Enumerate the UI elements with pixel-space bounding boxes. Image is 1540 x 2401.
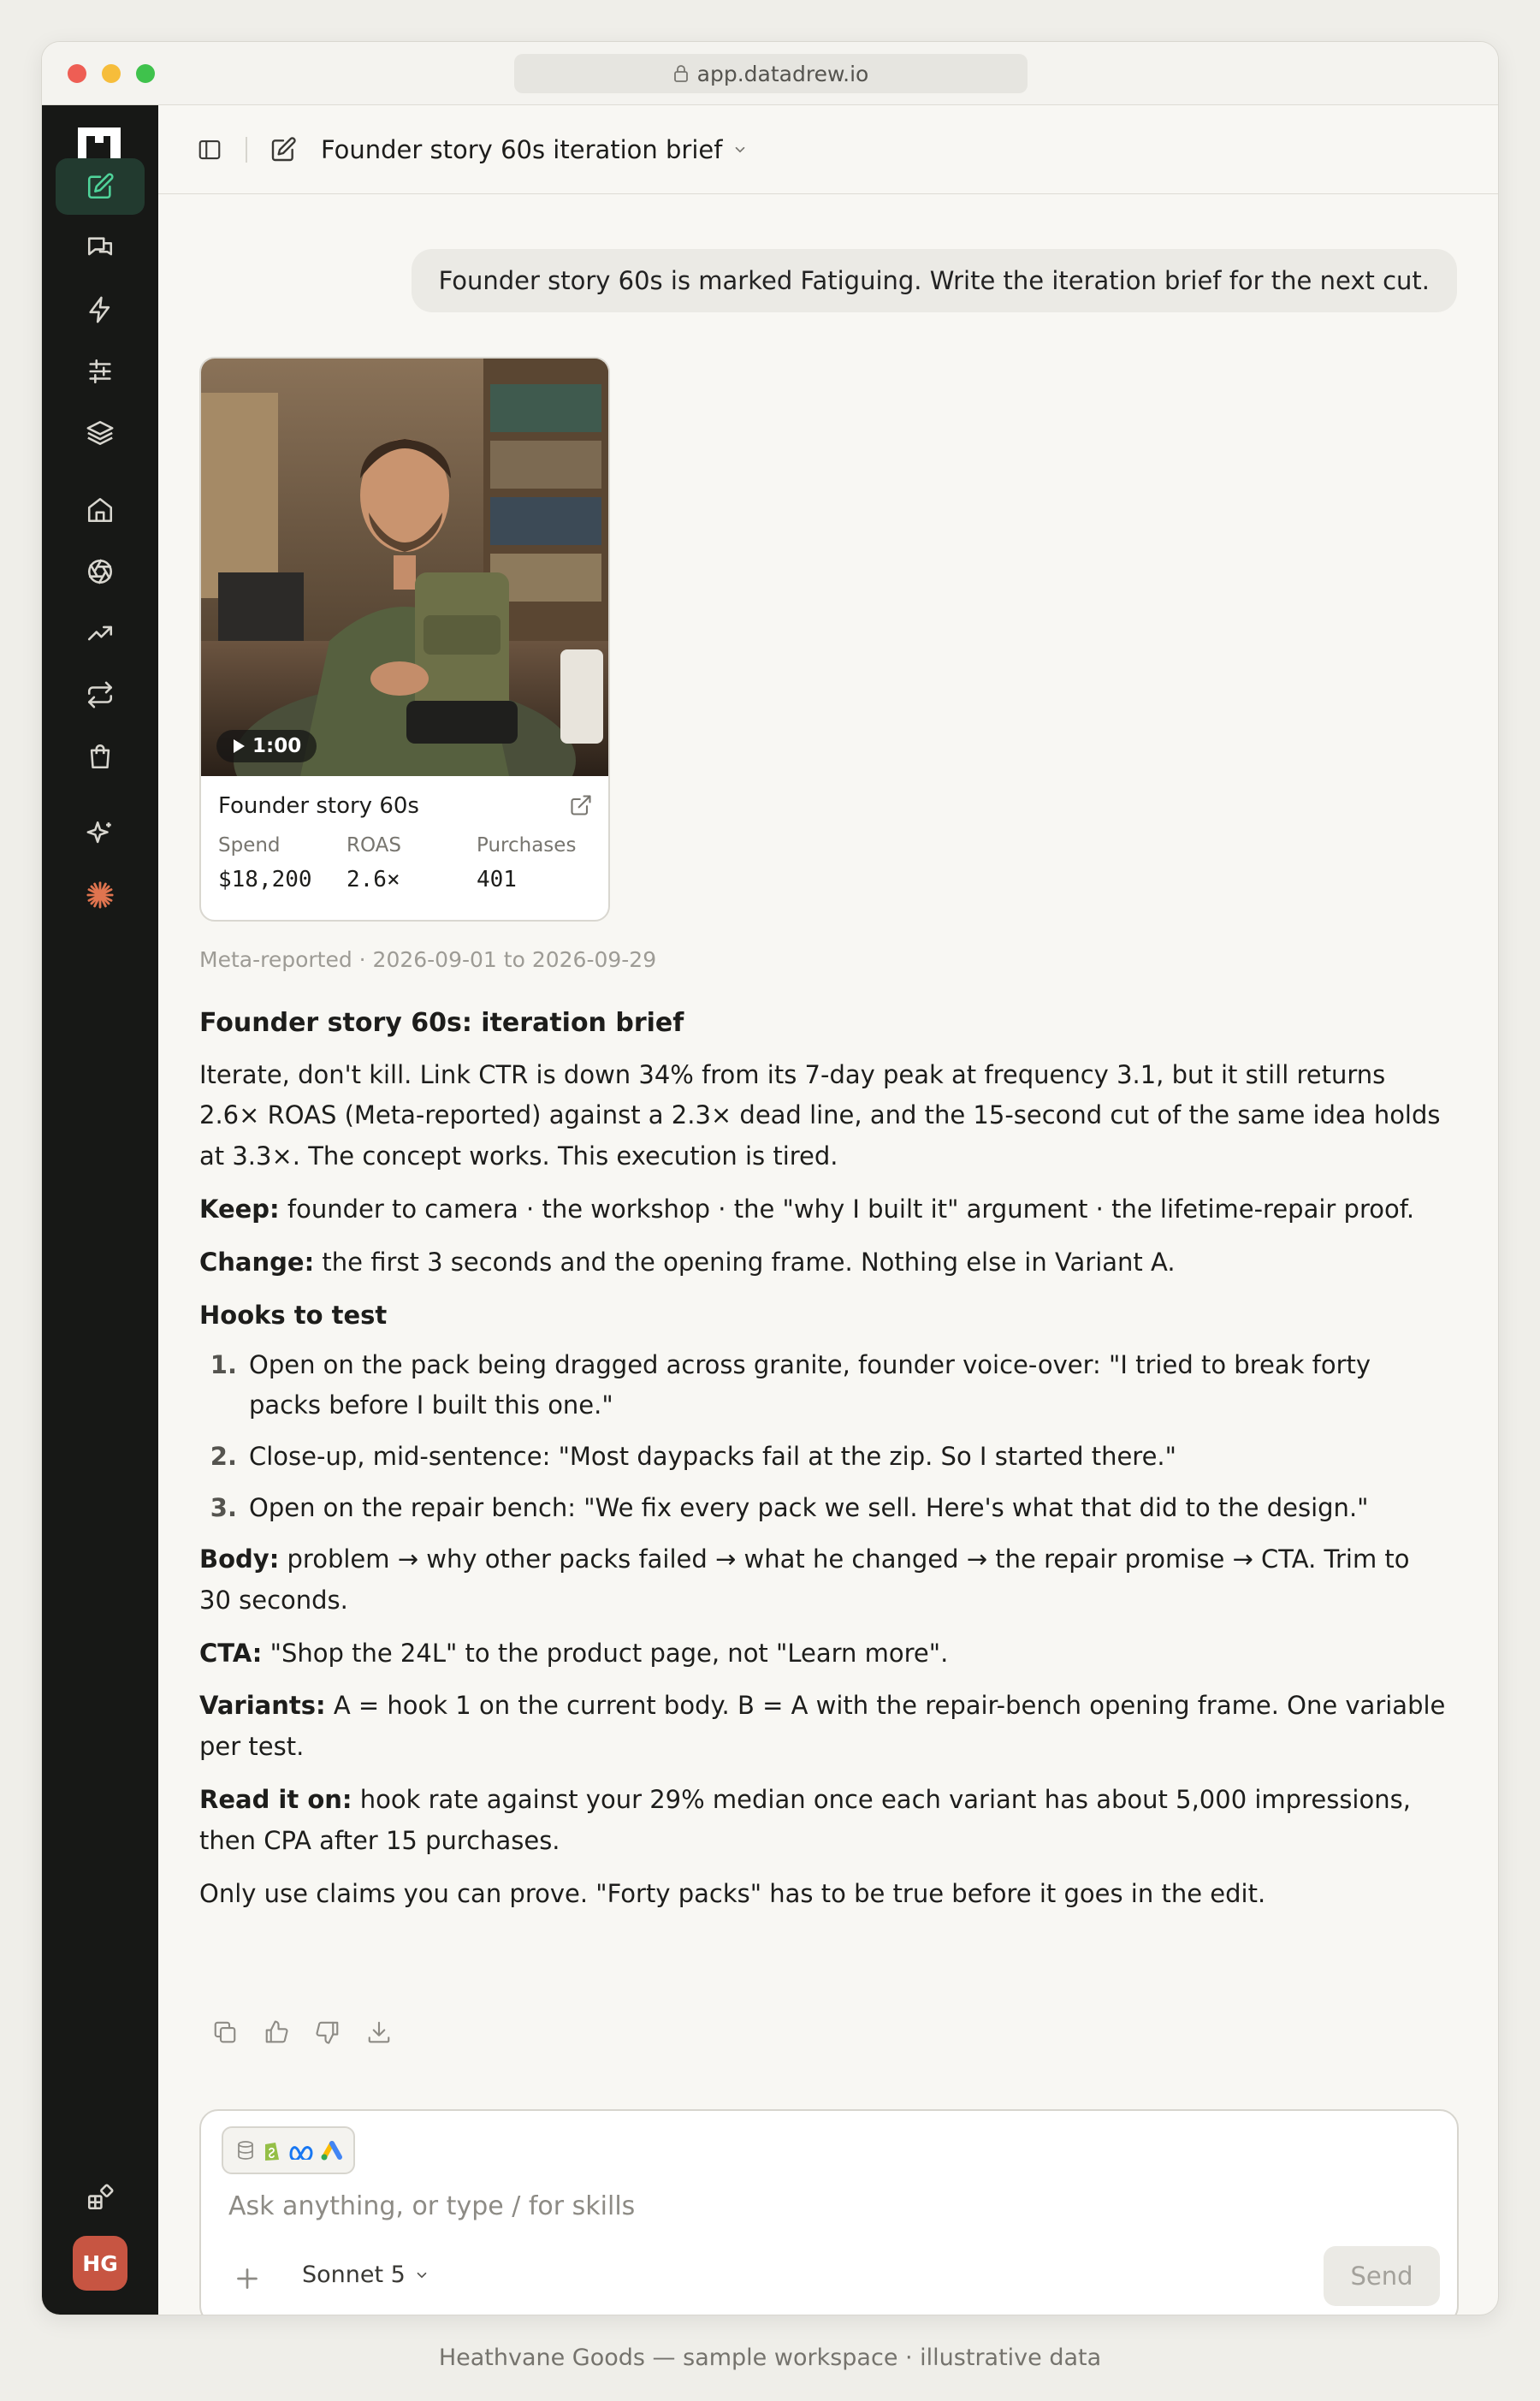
aperture-icon — [86, 557, 115, 586]
body-text: problem → why other packs failed → what he changed → the repair promise → CTA. Trim to 30 seconds. — [199, 1544, 1410, 1615]
shopify-icon — [263, 2139, 281, 2161]
chat-icon — [86, 234, 115, 263]
google-ads-icon — [321, 2140, 345, 2161]
send-button[interactable]: Send — [1324, 2246, 1440, 2306]
assistant-answer — [199, 1002, 1448, 1927]
video-thumbnail[interactable] — [201, 359, 608, 776]
bolt-icon — [86, 295, 115, 324]
download-button[interactable] — [362, 2015, 396, 2049]
sidebar-item-aperture[interactable] — [56, 543, 145, 600]
list-text: Open on the repair bench: "We fix every pack we sell. Here's what that did to the design." — [249, 1493, 1369, 1523]
answer-intro: Iterate, don't kill. Link CTR is down 34% from its 7-day peak at frequency 3.1, but it still returns 2.6× ROAS (Meta-reported) against a 2.3× dead line, and the 15-second cut of the same idea holds at 3.3×. The concept works. This execution is tired. — [199, 1059, 1441, 1171]
trend-up-icon — [86, 619, 115, 648]
sidebar-item-controls[interactable] — [56, 343, 145, 400]
home-icon — [86, 495, 115, 525]
meta-icon — [288, 2141, 314, 2160]
list-text: Close-up, mid-sentence: "Most daypacks fail at the zip. So I started there." — [249, 1442, 1176, 1472]
thumbs-down-button[interactable] — [311, 2015, 345, 2049]
metric-spend — [218, 834, 312, 892]
founder-photo-image — [201, 359, 608, 776]
conversation-header — [158, 105, 1498, 194]
plus-icon[interactable] — [232, 2263, 263, 2294]
repeat-icon — [86, 680, 115, 709]
metric-purchases — [477, 834, 576, 892]
toggle-sidebar-button[interactable] — [192, 133, 227, 167]
play-icon — [232, 738, 246, 754]
sidebar-item-automations[interactable] — [56, 282, 145, 338]
conversation-title[interactable]: Founder story 60s iteration brief — [321, 134, 723, 164]
main-area — [158, 105, 1498, 2315]
conversation-content — [199, 194, 1457, 2315]
user-message: Founder story 60s is marked Fatiguing. Write the iteration brief for the next cut. — [412, 249, 1457, 312]
thumbs-down-icon — [315, 2019, 341, 2045]
list-item — [199, 1437, 1448, 1478]
variants-paragraph — [199, 1686, 1448, 1768]
url-text: app.datadrew.io — [696, 61, 869, 86]
change-paragraph — [199, 1242, 1448, 1283]
metric-value: 2.6× — [346, 867, 400, 892]
sidebar-item-shop[interactable] — [56, 728, 145, 785]
data-source-note: Meta-reported · 2026-09-01 to 2026-09-29 — [199, 947, 657, 972]
shopping-bag-icon — [86, 742, 115, 771]
chevron-down-icon[interactable] — [732, 142, 748, 157]
hooks-list — [199, 1345, 1448, 1529]
title-bar — [42, 42, 1498, 105]
address-bar[interactable] — [514, 54, 1028, 93]
list-number: 2. — [210, 1442, 237, 1472]
edit-icon — [270, 136, 297, 163]
body-paragraph — [199, 1539, 1448, 1621]
lock-icon — [673, 65, 689, 82]
sidebar-item-new-chat[interactable] — [56, 158, 145, 215]
variants-text: A = hook 1 on the current body. B = A with the repair-bench opening frame. One variable per test. — [199, 1691, 1446, 1762]
model-name: Sonnet 5 — [302, 2262, 406, 2288]
list-item — [199, 1488, 1448, 1529]
metric-label: Purchases — [477, 834, 577, 857]
maximize-window-button[interactable] — [136, 64, 155, 83]
new-chat-button[interactable] — [266, 133, 300, 167]
data-sources-chip[interactable] — [222, 2126, 355, 2174]
thumbs-up-button[interactable] — [259, 2015, 293, 2049]
copy-icon — [212, 2019, 238, 2045]
cta-paragraph — [199, 1633, 1448, 1675]
list-item — [199, 1345, 1448, 1427]
change-label: Change: — [199, 1247, 315, 1277]
list-text: Open on the pack being dragged across granite, founder voice-over: "I tried to break forty packs before I built this one." — [249, 1349, 1371, 1420]
message-composer[interactable] — [199, 2109, 1459, 2315]
download-icon — [366, 2019, 392, 2045]
metric-label: Spend — [218, 834, 281, 857]
read-paragraph — [199, 1780, 1448, 1862]
hooks-heading: Hooks to test — [199, 1300, 388, 1330]
change-text: the first 3 seconds and the opening frame. Nothing else in Variant A. — [314, 1247, 1176, 1277]
database-icon — [235, 2140, 256, 2161]
cta-label: CTA: — [199, 1638, 263, 1668]
sidebar-item-sync[interactable] — [56, 667, 145, 723]
sidebar-item-trends[interactable] — [56, 605, 145, 661]
keep-text: founder to camera · the workshop · the "why I built it" argument · the lifetime-repair proof. — [279, 1195, 1415, 1224]
video-duration: 1:00 — [252, 735, 302, 757]
list-number: 1. — [210, 1349, 237, 1379]
read-text: hook rate against your 29% median once each variant has about 5,000 impressions, then CPA after 15 purchases. — [199, 1785, 1411, 1855]
video-duration-badge — [216, 730, 317, 762]
metric-label: ROAS — [346, 834, 402, 857]
closing-paragraph: Only use claims you can prove. "Forty packs" has to be true before it goes in the edit. — [199, 1878, 1266, 1908]
close-window-button[interactable] — [68, 64, 86, 83]
layers-icon — [86, 418, 115, 448]
sidebar-item-layers[interactable] — [56, 405, 145, 461]
thumbs-up-icon — [264, 2019, 289, 2045]
message-actions — [208, 2015, 396, 2049]
creative-title: Founder story 60s — [218, 793, 419, 819]
metric-value: $18,200 — [218, 867, 312, 892]
workspace-footer: Heathvane Goods — sample workspace · illustrative data — [438, 2345, 1102, 2371]
sidebar-panel-icon — [197, 137, 222, 163]
creative-card[interactable] — [199, 357, 610, 922]
list-number: 3. — [210, 1493, 237, 1523]
sidebar-item-chats[interactable] — [56, 220, 145, 276]
metric-roas — [346, 834, 401, 892]
sidebar-item-home[interactable] — [56, 482, 145, 538]
app-window — [41, 41, 1499, 2315]
metric-value: 401 — [477, 867, 517, 892]
edit-icon — [86, 172, 115, 201]
variants-label: Variants: — [199, 1691, 326, 1721]
copy-button[interactable] — [208, 2015, 242, 2049]
sidebar — [42, 105, 158, 2315]
model-selector[interactable] — [302, 2262, 429, 2288]
body-label: Body: — [199, 1544, 280, 1574]
keep-paragraph — [199, 1189, 1448, 1230]
external-link-icon[interactable] — [569, 793, 593, 817]
message-input[interactable]: Ask anything, or type / for skills — [228, 2191, 636, 2221]
minimize-window-button[interactable] — [102, 64, 121, 83]
keep-label: Keep: — [199, 1195, 280, 1224]
header-divider — [246, 137, 247, 163]
user-avatar[interactable]: HG — [73, 2236, 127, 2291]
sidebar-item-claude[interactable] — [56, 867, 145, 923]
cta-text: "Shop the 24L" to the product page, not "Learn more". — [262, 1638, 949, 1668]
read-label: Read it on: — [199, 1785, 352, 1815]
sidebar-item-integrations[interactable] — [56, 2169, 145, 2226]
sliders-icon — [86, 357, 115, 386]
sparkles-icon — [86, 819, 115, 848]
chevron-down-icon — [414, 2268, 429, 2283]
apps-add-icon — [86, 2183, 115, 2212]
answer-title: Founder story 60s: iteration brief — [199, 1008, 684, 1038]
sidebar-item-ai[interactable] — [56, 805, 145, 862]
starburst-icon — [86, 880, 115, 910]
